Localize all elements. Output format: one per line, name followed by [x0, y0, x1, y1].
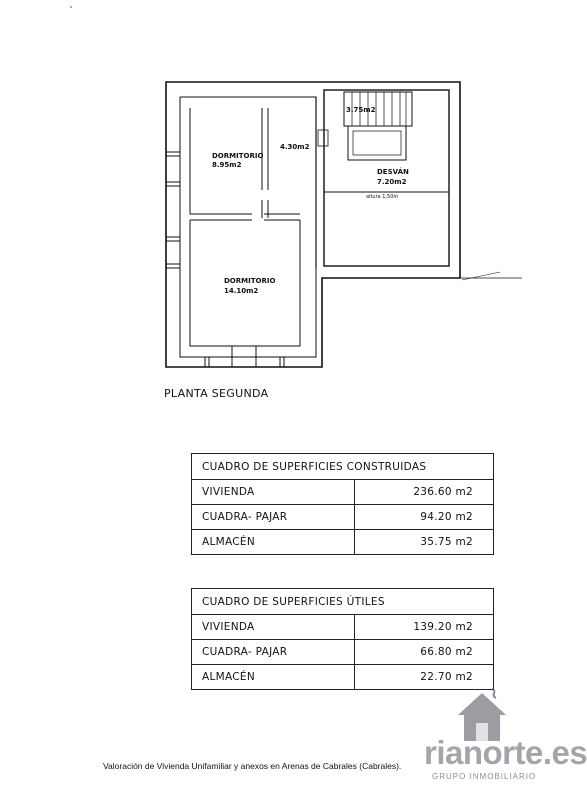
row-value: 22.70 m2 — [355, 665, 494, 690]
hall-area: 4.30m2 — [280, 143, 310, 151]
attic-height: altura 1,50m — [366, 194, 399, 200]
dorm1-name: DORMITORIO — [212, 152, 264, 160]
outer-wall — [166, 82, 460, 367]
attic-area: 7.20m2 — [377, 178, 407, 186]
dorm2-area: 14.10m2 — [224, 287, 259, 295]
row-label: CUADRA- PAJAR — [192, 505, 355, 530]
floor-plan — [0, 0, 587, 380]
row-label: VIVIENDA — [192, 480, 355, 505]
inner-wall — [180, 97, 316, 357]
row-label: CUADRA- PAJAR — [192, 640, 355, 665]
table-header: CUADRO DE SUPERFICIES ÚTILES — [192, 589, 494, 615]
window-left-2 — [166, 237, 180, 268]
hall-wall — [262, 108, 268, 190]
table-header-row — [192, 589, 494, 615]
row-value: 94.20 m2 — [355, 505, 494, 530]
table-row — [192, 505, 494, 530]
plan-title: PLANTA SEGUNDA — [164, 387, 269, 400]
table-row — [192, 665, 494, 690]
stair-inner — [353, 131, 401, 155]
row-value: 35.75 m2 — [355, 530, 494, 555]
exterior-diag — [462, 272, 500, 280]
row-value: 236.60 m2 — [355, 480, 494, 505]
table-header: CUADRO DE SUPERFICIES CONSTRUIDAS — [192, 454, 494, 480]
table-row — [192, 530, 494, 555]
built-area-table — [191, 453, 494, 555]
table-row — [192, 480, 494, 505]
stair-area: 3.75m2 — [346, 106, 376, 114]
table-row — [192, 640, 494, 665]
window-left-1 — [166, 152, 180, 186]
table-row — [192, 615, 494, 640]
hall-wall-lower — [262, 200, 268, 218]
attic-name: DESVÁN — [377, 168, 409, 176]
partition-wall — [190, 214, 300, 220]
logo-name: rianorte.es — [424, 734, 587, 771]
row-label: ALMACÉN — [192, 665, 355, 690]
footer-caption: Valoración de Vivienda Unifamiliar y anexos en Arenas de Cabrales (Cabrales). — [103, 761, 402, 771]
hall-door — [318, 130, 328, 146]
logo-tagline: GRUPO INMOBILIARIO — [432, 772, 537, 781]
dorm1-area: 8.95m2 — [212, 161, 242, 169]
dorm2-name: DORMITORIO — [224, 277, 276, 285]
row-label: VIVIENDA — [192, 615, 355, 640]
row-label: ALMACÉN — [192, 530, 355, 555]
row-value: 139.20 m2 — [355, 615, 494, 640]
useful-area-table — [191, 588, 494, 690]
row-value: 66.80 m2 — [355, 640, 494, 665]
table-header-row — [192, 454, 494, 480]
